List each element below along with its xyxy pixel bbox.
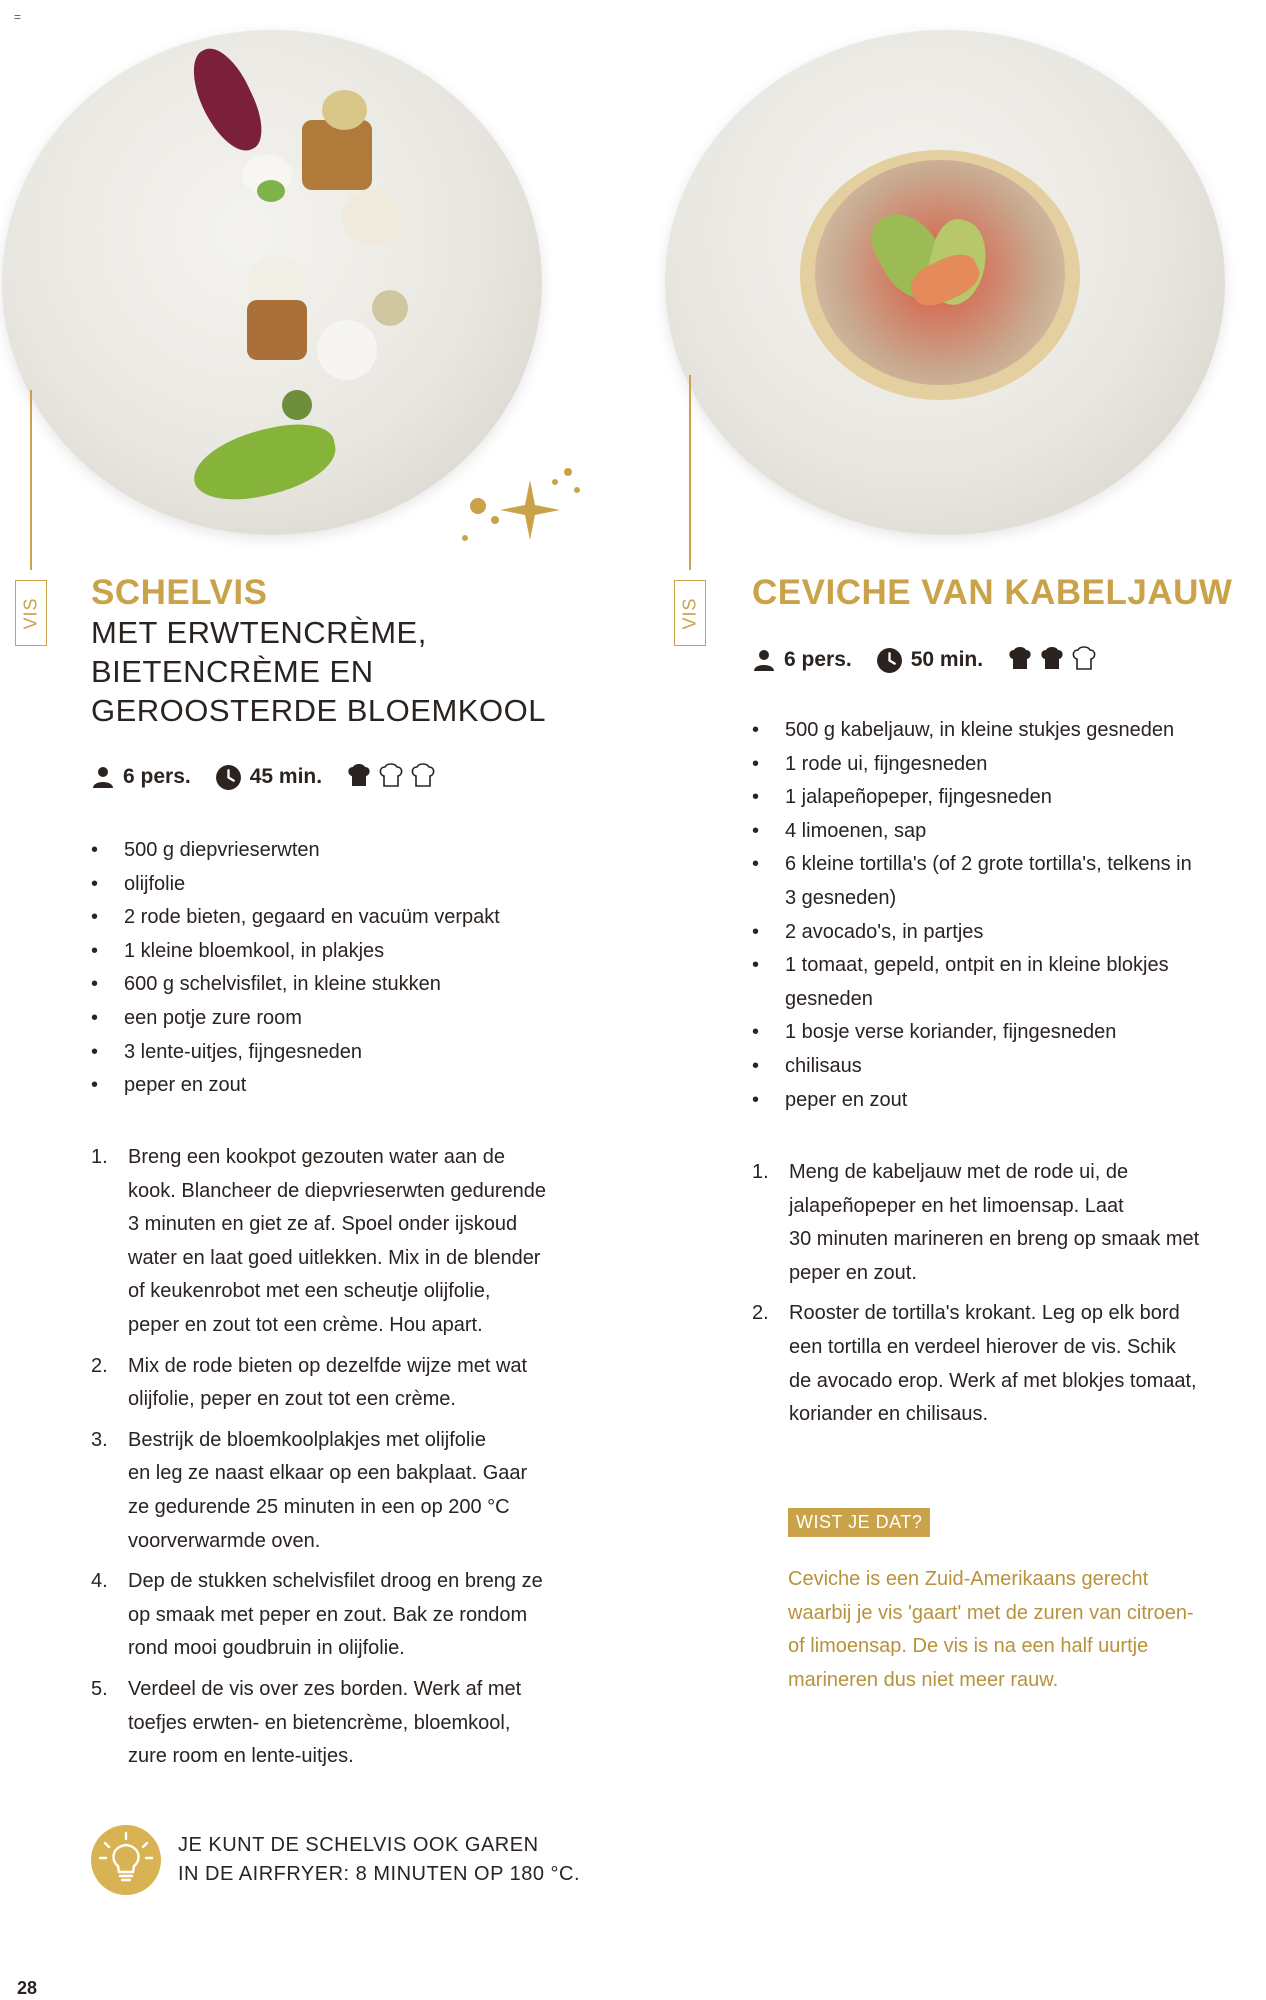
page-number: 28	[17, 1978, 38, 1998]
chef-hat-icon	[1073, 647, 1094, 669]
ingredient-item: • 1 rode ui, fijngesneden	[752, 748, 1252, 782]
tip-text-left: JE KUNT DE SCHELVIS OOK GAREN IN DE AIRFRYER: 8 MINUTEN OP 180 °C.	[178, 1834, 581, 1885]
step-item: 4. Dep de stukken schelvisfilet droog en breng ze op smaak met peper en zout. Bak ze rondom rond mooi goudbruin in olijfolie.	[91, 1570, 543, 1660]
chef-hat-icon	[380, 764, 401, 786]
category-tab-right: VIS	[674, 580, 706, 646]
servings-left: 6 pers.	[123, 765, 191, 788]
recipe-meta-left	[91, 762, 442, 792]
steps-list-right	[752, 1156, 1252, 1439]
recipe-title-left: SCHELVIS	[91, 573, 268, 612]
did-you-know-text: Ceviche is een Zuid-Amerikaans gerecht waarbij je vis 'gaart' met de zuren van citroen- of limoensap. De vis is na een half uurtje marineren dus niet meer rauw.	[788, 1568, 1194, 1691]
sparkle-decoration	[455, 460, 595, 550]
ingredient-item: • 3 lente-uitjes, fijngesneden	[91, 1036, 611, 1070]
step-item: 1. Meng de kabeljauw met de rode ui, de jalapeñopeper en het limoensap. Laat 30 minuten marineren en breng op smaak met peper en zout.	[752, 1161, 1200, 1284]
ingredient-item: • peper en zout	[91, 1069, 611, 1103]
ingredient-item: • 1 tomaat, gepeld, ontpit en in kleine blokjes gesneden	[752, 949, 1252, 1016]
ingredient-item: • 1 kleine bloemkool, in plakjes	[91, 935, 611, 969]
chef-hat-icon	[412, 764, 433, 786]
recipe-meta-right	[752, 645, 1103, 675]
steps-list-left	[91, 1141, 611, 1781]
ingredient-item: • 4 limoenen, sap	[752, 815, 1252, 849]
ingredient-item: • 1 jalapeñopeper, fijngesneden	[752, 781, 1252, 815]
ingredient-item: • 1 bosje verse koriander, fijngesneden	[752, 1016, 1252, 1050]
recipe-subtitle-line-2: BIETENCRÈME EN	[91, 654, 374, 689]
ingredient-item: • 600 g schelvisfilet, in kleine stukken	[91, 968, 611, 1002]
corner-mark: =	[14, 10, 22, 24]
chef-hat-icon	[1009, 647, 1030, 669]
step-item: 3. Bestrijk de bloemkoolplakjes met olijfolie en leg ze naast elkaar op een bakplaat. Gaar ze gedurende 25 minuten in een op 200 °C voorverwarmde oven.	[91, 1428, 528, 1552]
ingredient-item: • chilisaus	[752, 1050, 1252, 1084]
step-item: 2. Mix de rode bieten op dezelfde wijze met wat olijfolie, peper en zout tot een crème.	[91, 1354, 528, 1411]
ingredient-item: • olijfolie	[91, 868, 611, 902]
person-icon	[91, 765, 115, 789]
difficulty-chef-hats-left	[346, 762, 442, 792]
ingredient-item: • een potje zure room	[91, 1002, 611, 1036]
step-item: 5. Verdeel de vis over zes borden. Werk af met toefjes erwten- en bietencrème, bloemkool, zure room en lente-uitjes.	[91, 1677, 522, 1768]
category-tab-left: VIS	[15, 580, 47, 646]
chef-hat-icon	[1041, 647, 1062, 669]
step-item: 1. Breng een kookpot gezouten water aan de kook. Blancheer de diepvrieserwten gedurende 3 minuten en giet ze af. Spoel onder ijskoud water en laat goed uitlekken. Mix in de blender of keukenrobot met een scheutje olijfolie, peper en zout tot een crème. Hou apart.	[91, 1146, 547, 1336]
did-you-know-label: WIST JE DAT?	[788, 1508, 930, 1537]
gold-divider-left	[30, 390, 32, 570]
step-item: 2. Rooster de tortilla's krokant. Leg op elk bord een tortilla en verdeel hierover de vis. Schik de avocado erop. Werk af met blokjes tomaat, koriander en chilisaus.	[752, 1302, 1197, 1426]
ingredient-item: • 6 kleine tortilla's (of 2 grote tortilla's, telkens in 3 gesneden)	[752, 848, 1252, 915]
chef-hat-icon	[348, 764, 369, 786]
ingredient-list-right	[752, 714, 1252, 1117]
ingredient-list-left	[91, 834, 611, 1103]
difficulty-chef-hats-right	[1007, 645, 1103, 675]
ingredient-item: • 2 rode bieten, gegaard en vacuüm verpakt	[91, 901, 611, 935]
ingredient-item: • 500 g diepvrieserwten	[91, 834, 611, 868]
gold-divider-right	[689, 375, 691, 570]
recipe-title-right: CEVICHE VAN KABELJAUW	[752, 573, 1233, 612]
recipe-subtitle-line-3: GEROOSTERDE BLOEMKOOL	[91, 693, 546, 728]
tip-badge	[91, 1825, 161, 1895]
clock-icon	[215, 764, 242, 791]
person-icon	[752, 648, 776, 672]
ingredient-item: • 500 g kabeljauw, in kleine stukjes gesneden	[752, 714, 1252, 748]
recipe-subtitle-line-1: MET ERWTENCRÈME,	[91, 615, 427, 650]
time-left: 45 min.	[249, 765, 323, 788]
time-right: 50 min.	[910, 648, 984, 671]
servings-right: 6 pers.	[784, 648, 852, 671]
ingredient-item: • 2 avocado's, in partjes	[752, 916, 1252, 950]
lightbulb-icon	[91, 1825, 161, 1895]
ingredient-item: • peper en zout	[752, 1084, 1252, 1118]
clock-icon	[876, 647, 903, 674]
dish-photo-ceviche	[665, 30, 1225, 535]
